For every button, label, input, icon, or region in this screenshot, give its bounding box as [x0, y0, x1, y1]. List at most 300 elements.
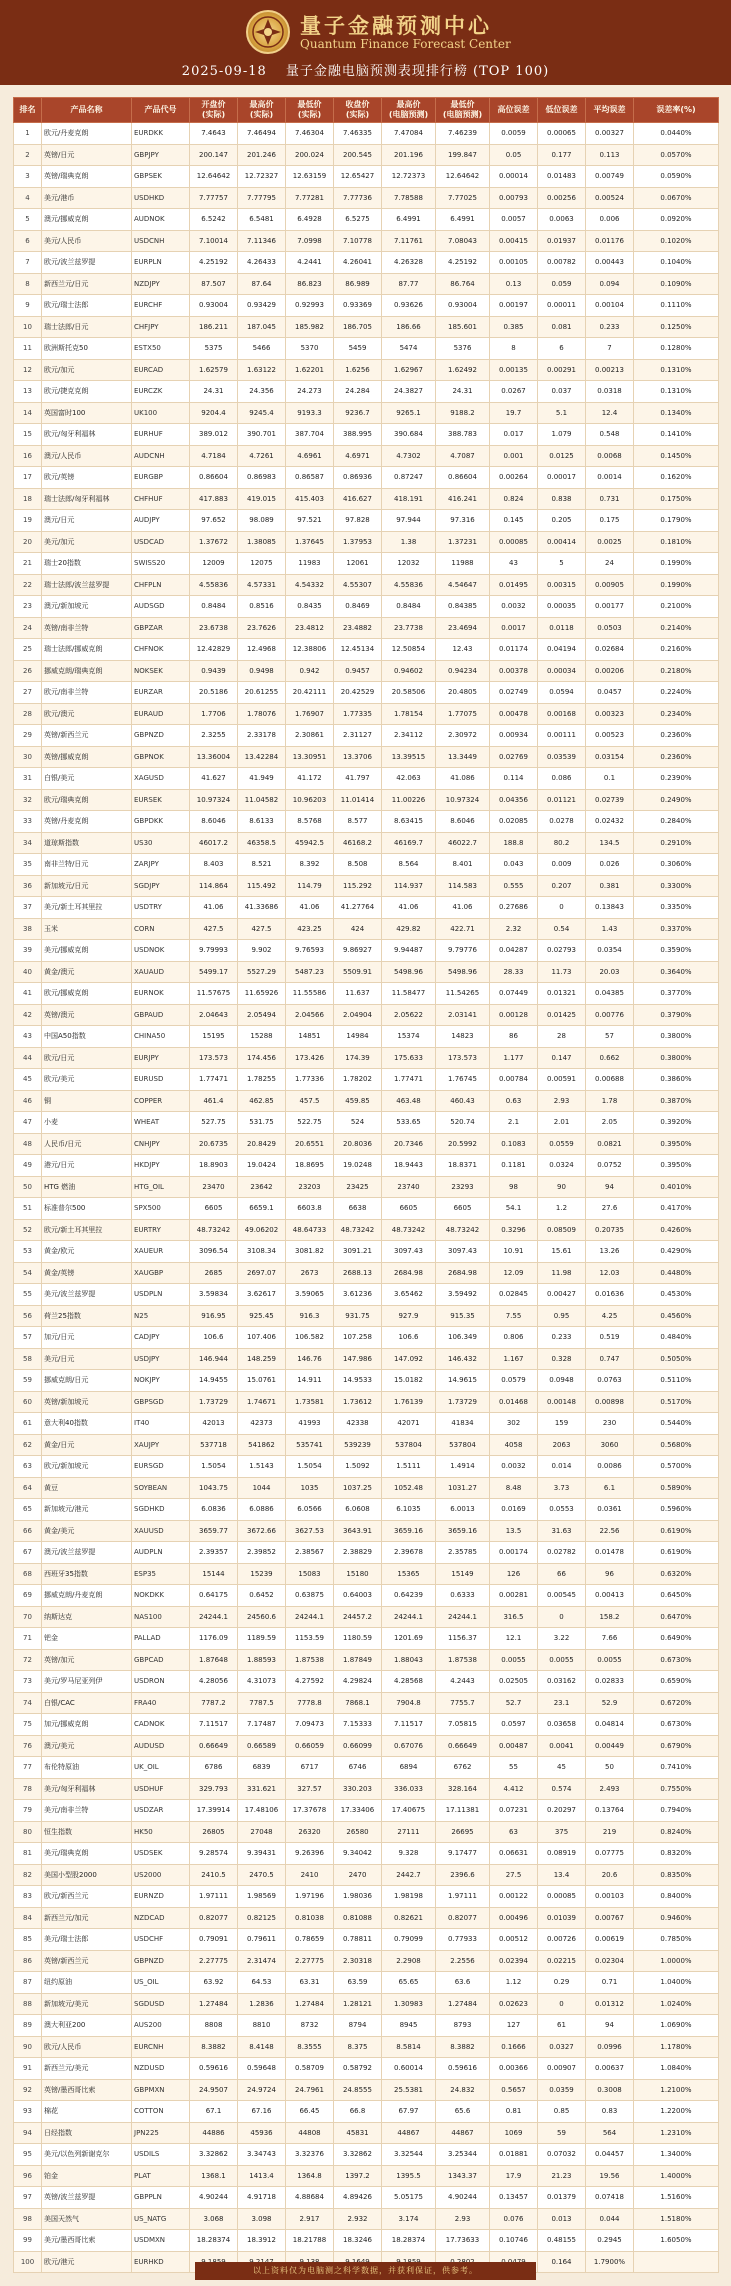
- value-cell: 2.30972: [436, 725, 490, 747]
- value-cell: 18.28374: [382, 2230, 436, 2252]
- value-cell: 23.4694: [436, 617, 490, 639]
- table-row: [14, 531, 719, 553]
- value-cell: 97.521: [286, 510, 334, 532]
- product-name-cell: 小麦: [42, 1112, 132, 1134]
- value-cell: 0.1620%: [634, 467, 719, 489]
- value-cell: 0.5890%: [634, 1477, 719, 1499]
- product-code-cell: USDSEK: [132, 1843, 190, 1865]
- rank-cell: 57: [14, 1327, 42, 1349]
- value-cell: 5499.17: [190, 961, 238, 983]
- product-code-cell: USDHKD: [132, 187, 190, 209]
- value-cell: 1.77336: [286, 1069, 334, 1091]
- value-cell: 52.7: [490, 1692, 538, 1714]
- value-cell: 0.0125: [538, 445, 586, 467]
- value-cell: 8: [490, 338, 538, 360]
- value-cell: 66.8: [334, 2101, 382, 2123]
- value-cell: 1.78076: [238, 703, 286, 725]
- rank-cell: 50: [14, 1176, 42, 1198]
- value-cell: 17.9: [490, 2165, 538, 2187]
- product-code-cell: US_OIL: [132, 1972, 190, 1994]
- rank-cell: 47: [14, 1112, 42, 1134]
- table-row: [14, 2058, 719, 2080]
- value-cell: 0.086: [538, 768, 586, 790]
- value-cell: 2.34112: [382, 725, 436, 747]
- value-cell: 41.949: [238, 768, 286, 790]
- value-cell: 98: [490, 1176, 538, 1198]
- product-code-cell: CHFJPY: [132, 316, 190, 338]
- value-cell: 57: [586, 1026, 634, 1048]
- value-cell: 0.8240%: [634, 1821, 719, 1843]
- value-cell: 12009: [190, 553, 238, 575]
- value-cell: 230: [586, 1413, 634, 1435]
- rank-cell: 26: [14, 660, 42, 682]
- value-cell: 541862: [238, 1434, 286, 1456]
- table-row: [14, 1563, 719, 1585]
- product-name-cell: 澳元/新加坡元: [42, 596, 132, 618]
- value-cell: 0.094: [586, 273, 634, 295]
- value-cell: 3.068: [190, 2208, 238, 2230]
- value-cell: 8793: [436, 2015, 490, 2037]
- value-cell: 9193.3: [286, 402, 334, 424]
- value-cell: 0.7410%: [634, 1757, 719, 1779]
- value-cell: 24244.1: [382, 1606, 436, 1628]
- value-cell: 14.9455: [190, 1370, 238, 1392]
- value-cell: 0.00323: [586, 703, 634, 725]
- value-cell: 0.3300%: [634, 875, 719, 897]
- value-cell: 0.1181: [490, 1155, 538, 1177]
- value-cell: 18.21788: [286, 2230, 334, 2252]
- value-cell: 0.02215: [538, 1950, 586, 1972]
- table-row: [14, 2036, 719, 2058]
- value-cell: 8.48: [490, 1477, 538, 1499]
- value-cell: 23425: [334, 1176, 382, 1198]
- value-cell: 12.4: [586, 402, 634, 424]
- value-cell: 7787.2: [190, 1692, 238, 1714]
- value-cell: 0.9457: [334, 660, 382, 682]
- rank-cell: 81: [14, 1843, 42, 1865]
- product-name-cell: 美元/加元: [42, 531, 132, 553]
- value-cell: 13.26: [586, 1241, 634, 1263]
- value-cell: 14851: [286, 1026, 334, 1048]
- value-cell: 429.82: [382, 918, 436, 940]
- value-cell: 1.73581: [286, 1391, 334, 1413]
- value-cell: 1413.4: [238, 2165, 286, 2187]
- value-cell: 6.4991: [382, 209, 436, 231]
- product-code-cell: USDNOK: [132, 940, 190, 962]
- table-row: [14, 1800, 719, 1822]
- value-cell: 41.797: [334, 768, 382, 790]
- value-cell: 1.167: [490, 1348, 538, 1370]
- product-code-cell: AUDSGD: [132, 596, 190, 618]
- value-cell: 3.61236: [334, 1284, 382, 1306]
- value-cell: 0.00449: [586, 1735, 634, 1757]
- value-cell: 0.205: [538, 510, 586, 532]
- value-cell: 1.43: [586, 918, 634, 940]
- value-cell: 13.3706: [334, 746, 382, 768]
- table-row: [14, 424, 719, 446]
- value-cell: 0.00427: [538, 1284, 586, 1306]
- value-cell: 3.25344: [436, 2144, 490, 2166]
- value-cell: 5509.91: [334, 961, 382, 983]
- value-cell: 0.00545: [538, 1585, 586, 1607]
- value-cell: 41.086: [436, 768, 490, 790]
- value-cell: 0.9460%: [634, 1907, 719, 1929]
- value-cell: 7.4643: [190, 123, 238, 145]
- value-cell: 0.83: [586, 2101, 634, 2123]
- value-cell: 0.01478: [586, 1542, 634, 1564]
- rank-cell: 25: [14, 639, 42, 661]
- product-code-cell: EURCAD: [132, 359, 190, 381]
- value-cell: 2442.7: [382, 1864, 436, 1886]
- value-cell: 0.92993: [286, 295, 334, 317]
- value-cell: 1.87538: [436, 1649, 490, 1671]
- table-row: [14, 2101, 719, 2123]
- value-cell: 4.89426: [334, 2187, 382, 2209]
- value-cell: 1.62967: [382, 359, 436, 381]
- value-cell: 0.381: [586, 875, 634, 897]
- rank-cell: 4: [14, 187, 42, 209]
- product-name-cell: 欧元/澳元: [42, 703, 132, 725]
- product-name-cell: 欧元/瑞典克朗: [42, 789, 132, 811]
- product-code-cell: XAUEUR: [132, 1241, 190, 1263]
- table-row: [14, 1542, 719, 1564]
- value-cell: 26580: [334, 1821, 382, 1843]
- product-name-cell: 纽约原油: [42, 1972, 132, 1994]
- column-header: 平均误差: [586, 98, 634, 123]
- product-name-cell: 英镑/日元: [42, 144, 132, 166]
- product-name-cell: 澳大利亚200: [42, 2015, 132, 2037]
- value-cell: 0.59648: [238, 2058, 286, 2080]
- value-cell: 0.07418: [586, 2187, 634, 2209]
- product-name-cell: 铜: [42, 1090, 132, 1112]
- value-cell: 146.432: [436, 1348, 490, 1370]
- value-cell: 63.59: [334, 1972, 382, 1994]
- value-cell: 0.8484: [190, 596, 238, 618]
- value-cell: 48.73242: [334, 1219, 382, 1241]
- value-cell: 931.75: [334, 1305, 382, 1327]
- value-cell: 7.46304: [286, 123, 334, 145]
- value-cell: 7.11346: [238, 230, 286, 252]
- value-cell: 0.82077: [436, 1907, 490, 1929]
- value-cell: 19.7: [490, 402, 538, 424]
- value-cell: 4.25: [586, 1305, 634, 1327]
- value-cell: 15.61: [538, 1241, 586, 1263]
- product-code-cell: XAGUSD: [132, 768, 190, 790]
- value-cell: 146.944: [190, 1348, 238, 1370]
- rank-cell: 58: [14, 1348, 42, 1370]
- rank-cell: 6: [14, 230, 42, 252]
- product-name-cell: 美元/波兰兹罗提: [42, 1284, 132, 1306]
- product-code-cell: EURDKK: [132, 123, 190, 145]
- value-cell: 15.0761: [238, 1370, 286, 1392]
- value-cell: 0.0590%: [634, 166, 719, 188]
- value-cell: 7778.8: [286, 1692, 334, 1714]
- value-cell: 0.00749: [586, 166, 634, 188]
- product-code-cell: SWISS20: [132, 553, 190, 575]
- product-code-cell: XAUUSD: [132, 1520, 190, 1542]
- value-cell: 14984: [334, 1026, 382, 1048]
- value-cell: 6: [538, 338, 586, 360]
- product-code-cell: AUDPLN: [132, 1542, 190, 1564]
- value-cell: 0.66649: [436, 1735, 490, 1757]
- product-name-cell: 欧元/丹麦克朗: [42, 123, 132, 145]
- value-cell: 0.6333: [436, 1585, 490, 1607]
- value-cell: 8.6046: [436, 811, 490, 833]
- value-cell: 18.3246: [334, 2230, 382, 2252]
- value-cell: 42013: [190, 1413, 238, 1435]
- value-cell: 23.6738: [190, 617, 238, 639]
- product-name-cell: 欧元/捷克克朗: [42, 381, 132, 403]
- value-cell: 0.2390%: [634, 768, 719, 790]
- table-row: [14, 1606, 719, 1628]
- table-row: [14, 2165, 719, 2187]
- product-name-cell: 欧元/加元: [42, 359, 132, 381]
- value-cell: 41.172: [286, 768, 334, 790]
- value-cell: 2684.98: [436, 1262, 490, 1284]
- product-code-cell: GBPMXN: [132, 2079, 190, 2101]
- value-cell: 0.0503: [586, 617, 634, 639]
- product-name-cell: 南非兰特/日元: [42, 854, 132, 876]
- value-cell: 4.28056: [190, 1671, 238, 1693]
- value-cell: 390.684: [382, 424, 436, 446]
- value-cell: 0.00413: [586, 1585, 634, 1607]
- value-cell: 3.32862: [334, 2144, 382, 2166]
- value-cell: 3659.16: [382, 1520, 436, 1542]
- value-cell: 0.01468: [490, 1391, 538, 1413]
- value-cell: 0.03539: [538, 746, 586, 768]
- value-cell: 0.4480%: [634, 1262, 719, 1284]
- value-cell: 0.00793: [490, 187, 538, 209]
- value-cell: 20.7346: [382, 1133, 436, 1155]
- rank-cell: 18: [14, 488, 42, 510]
- product-name-cell: 瑞士法郎/挪威克朗: [42, 639, 132, 661]
- rank-cell: 13: [14, 381, 42, 403]
- value-cell: 0.01495: [490, 574, 538, 596]
- value-cell: [634, 2251, 719, 2273]
- value-cell: 0.1810%: [634, 531, 719, 553]
- value-cell: 1.73729: [436, 1391, 490, 1413]
- product-name-cell: 欧元/美元: [42, 1069, 132, 1091]
- value-cell: 18.28374: [190, 2230, 238, 2252]
- rank-cell: 32: [14, 789, 42, 811]
- value-cell: 97.828: [334, 510, 382, 532]
- product-name-cell: 美元/瑞典克朗: [42, 1843, 132, 1865]
- value-cell: 0.86604: [436, 467, 490, 489]
- value-cell: 0.8469: [334, 596, 382, 618]
- product-code-cell: NOKDKK: [132, 1585, 190, 1607]
- value-cell: 18.3912: [238, 2230, 286, 2252]
- rank-cell: 85: [14, 1929, 42, 1951]
- value-cell: 15365: [382, 1563, 436, 1585]
- rank-cell: 20: [14, 531, 42, 553]
- value-cell: 0.07231: [490, 1800, 538, 1822]
- value-cell: 2410.5: [190, 1864, 238, 1886]
- product-code-cell: CADJPY: [132, 1327, 190, 1349]
- value-cell: 24.356: [238, 381, 286, 403]
- table-row: [14, 1735, 719, 1757]
- value-cell: 5.05175: [382, 2187, 436, 2209]
- product-name-cell: 美元/挪威克朗: [42, 940, 132, 962]
- value-cell: 8808: [190, 2015, 238, 2037]
- value-cell: 0.93429: [238, 295, 286, 317]
- rank-cell: 66: [14, 1520, 42, 1542]
- rank-cell: 69: [14, 1585, 42, 1607]
- value-cell: 0.0278: [538, 811, 586, 833]
- value-cell: 4.7087: [436, 445, 490, 467]
- value-cell: 2396.6: [436, 1864, 490, 1886]
- product-name-cell: 英国富时100: [42, 402, 132, 424]
- value-cell: 0.1280%: [634, 338, 719, 360]
- value-cell: 0.2490%: [634, 789, 719, 811]
- rank-cell: 86: [14, 1950, 42, 1972]
- product-name-cell: 英镑/瑞典克朗: [42, 166, 132, 188]
- value-cell: 0.48155: [538, 2230, 586, 2252]
- value-cell: 1.98036: [334, 1886, 382, 1908]
- value-cell: 0.0948: [538, 1370, 586, 1392]
- value-cell: 4.26328: [382, 252, 436, 274]
- product-code-cell: FRA40: [132, 1692, 190, 1714]
- value-cell: 0.3950%: [634, 1133, 719, 1155]
- value-cell: 925.45: [238, 1305, 286, 1327]
- value-cell: 0.147: [538, 1047, 586, 1069]
- value-cell: 126: [490, 1563, 538, 1585]
- value-cell: 0.3950%: [634, 1155, 719, 1177]
- value-cell: 17.37678: [286, 1800, 334, 1822]
- product-code-cell: PALLAD: [132, 1628, 190, 1650]
- table-row: [14, 1649, 719, 1671]
- value-cell: 0.2360%: [634, 725, 719, 747]
- product-code-cell: AUDNOK: [132, 209, 190, 231]
- table-row: [14, 789, 719, 811]
- product-code-cell: WHEAT: [132, 1112, 190, 1134]
- value-cell: 0.1110%: [634, 295, 719, 317]
- product-name-cell: 挪威克朗/瑞典克朗: [42, 660, 132, 682]
- product-code-cell: CADNOK: [132, 1714, 190, 1736]
- value-cell: 23.1: [538, 1692, 586, 1714]
- table-row: [14, 1864, 719, 1886]
- value-cell: 0.94234: [436, 660, 490, 682]
- value-cell: 45: [538, 1757, 586, 1779]
- value-cell: 336.033: [382, 1778, 436, 1800]
- value-cell: 2063: [538, 1434, 586, 1456]
- value-cell: 0.574: [538, 1778, 586, 1800]
- value-cell: 42373: [238, 1413, 286, 1435]
- table-row: [14, 273, 719, 295]
- value-cell: 0.0059: [490, 123, 538, 145]
- value-cell: 17.11381: [436, 1800, 490, 1822]
- product-code-cell: GBPJPY: [132, 144, 190, 166]
- value-cell: 52.9: [586, 1692, 634, 1714]
- table-row: [14, 1434, 719, 1456]
- product-name-cell: 美元/新土耳其里拉: [42, 897, 132, 919]
- table-row: [14, 897, 719, 919]
- product-name-cell: 新加坡元/日元: [42, 875, 132, 897]
- value-cell: 17.40675: [382, 1800, 436, 1822]
- value-cell: 2.38829: [334, 1542, 382, 1564]
- rank-cell: 41: [14, 983, 42, 1005]
- value-cell: 0.02432: [586, 811, 634, 833]
- value-cell: 148.259: [238, 1348, 286, 1370]
- value-cell: 11.58477: [382, 983, 436, 1005]
- product-name-cell: 欧元/新加坡元: [42, 1456, 132, 1478]
- table-row: [14, 1112, 719, 1134]
- value-cell: 9188.2: [436, 402, 490, 424]
- value-cell: 0.86604: [190, 467, 238, 489]
- report-title: 量子金融电脑预测表现排行榜 (TOP 100): [285, 64, 550, 79]
- rank-cell: 45: [14, 1069, 42, 1091]
- rank-cell: 98: [14, 2208, 42, 2230]
- product-code-cell: EURGBP: [132, 467, 190, 489]
- table-row: [14, 2122, 719, 2144]
- value-cell: 27111: [382, 1821, 436, 1843]
- value-cell: 48.73242: [382, 1219, 436, 1241]
- value-cell: 1.27484: [190, 1993, 238, 2015]
- value-cell: 527.75: [190, 1112, 238, 1134]
- value-cell: 3.174: [382, 2208, 436, 2230]
- table-row: [14, 1778, 719, 1800]
- product-code-cell: EURAUD: [132, 703, 190, 725]
- value-cell: 4.91718: [238, 2187, 286, 2209]
- product-name-cell: 黄金/日元: [42, 1434, 132, 1456]
- value-cell: 0.145: [490, 510, 538, 532]
- value-cell: 0.13764: [586, 1800, 634, 1822]
- value-cell: 3060: [586, 1434, 634, 1456]
- rank-cell: 60: [14, 1391, 42, 1413]
- value-cell: 173.426: [286, 1047, 334, 1069]
- value-cell: 1043.75: [190, 1477, 238, 1499]
- value-cell: 1.6050%: [634, 2230, 719, 2252]
- table-row: [14, 1133, 719, 1155]
- product-code-cell: USDZAR: [132, 1800, 190, 1822]
- value-cell: 9.902: [238, 940, 286, 962]
- value-cell: 0.86587: [286, 467, 334, 489]
- value-cell: 0.00128: [490, 1004, 538, 1026]
- product-name-cell: 美元/墨西哥比索: [42, 2230, 132, 2252]
- value-cell: 3081.82: [286, 1241, 334, 1263]
- value-cell: 4.25192: [190, 252, 238, 274]
- value-cell: 26805: [190, 1821, 238, 1843]
- value-cell: 0.66589: [238, 1735, 286, 1757]
- value-cell: 8732: [286, 2015, 334, 2037]
- value-cell: 94: [586, 1176, 634, 1198]
- value-cell: 0.043: [490, 854, 538, 876]
- value-cell: 0.0267: [490, 381, 538, 403]
- rank-cell: 7: [14, 252, 42, 274]
- value-cell: 3627.53: [286, 1520, 334, 1542]
- product-name-cell: 棉花: [42, 2101, 132, 2123]
- value-cell: 0.00496: [490, 1907, 538, 1929]
- value-cell: 24.31: [436, 381, 490, 403]
- value-cell: 0.006: [586, 209, 634, 231]
- value-cell: 26320: [286, 1821, 334, 1843]
- value-cell: 0.00256: [538, 187, 586, 209]
- value-cell: 6746: [334, 1757, 382, 1779]
- value-cell: 1.4000%: [634, 2165, 719, 2187]
- value-cell: 44808: [286, 2122, 334, 2144]
- value-cell: 0.4170%: [634, 1198, 719, 1220]
- value-cell: 0.1310%: [634, 381, 719, 403]
- table-row: [14, 2079, 719, 2101]
- value-cell: 0.67076: [382, 1735, 436, 1757]
- value-cell: 31.63: [538, 1520, 586, 1542]
- value-cell: 0.0570%: [634, 144, 719, 166]
- value-cell: 0.6730%: [634, 1714, 719, 1736]
- table-row: [14, 2144, 719, 2166]
- value-cell: 9.86927: [334, 940, 382, 962]
- rank-cell: 62: [14, 1434, 42, 1456]
- value-cell: 389.012: [190, 424, 238, 446]
- value-cell: 0.00327: [586, 123, 634, 145]
